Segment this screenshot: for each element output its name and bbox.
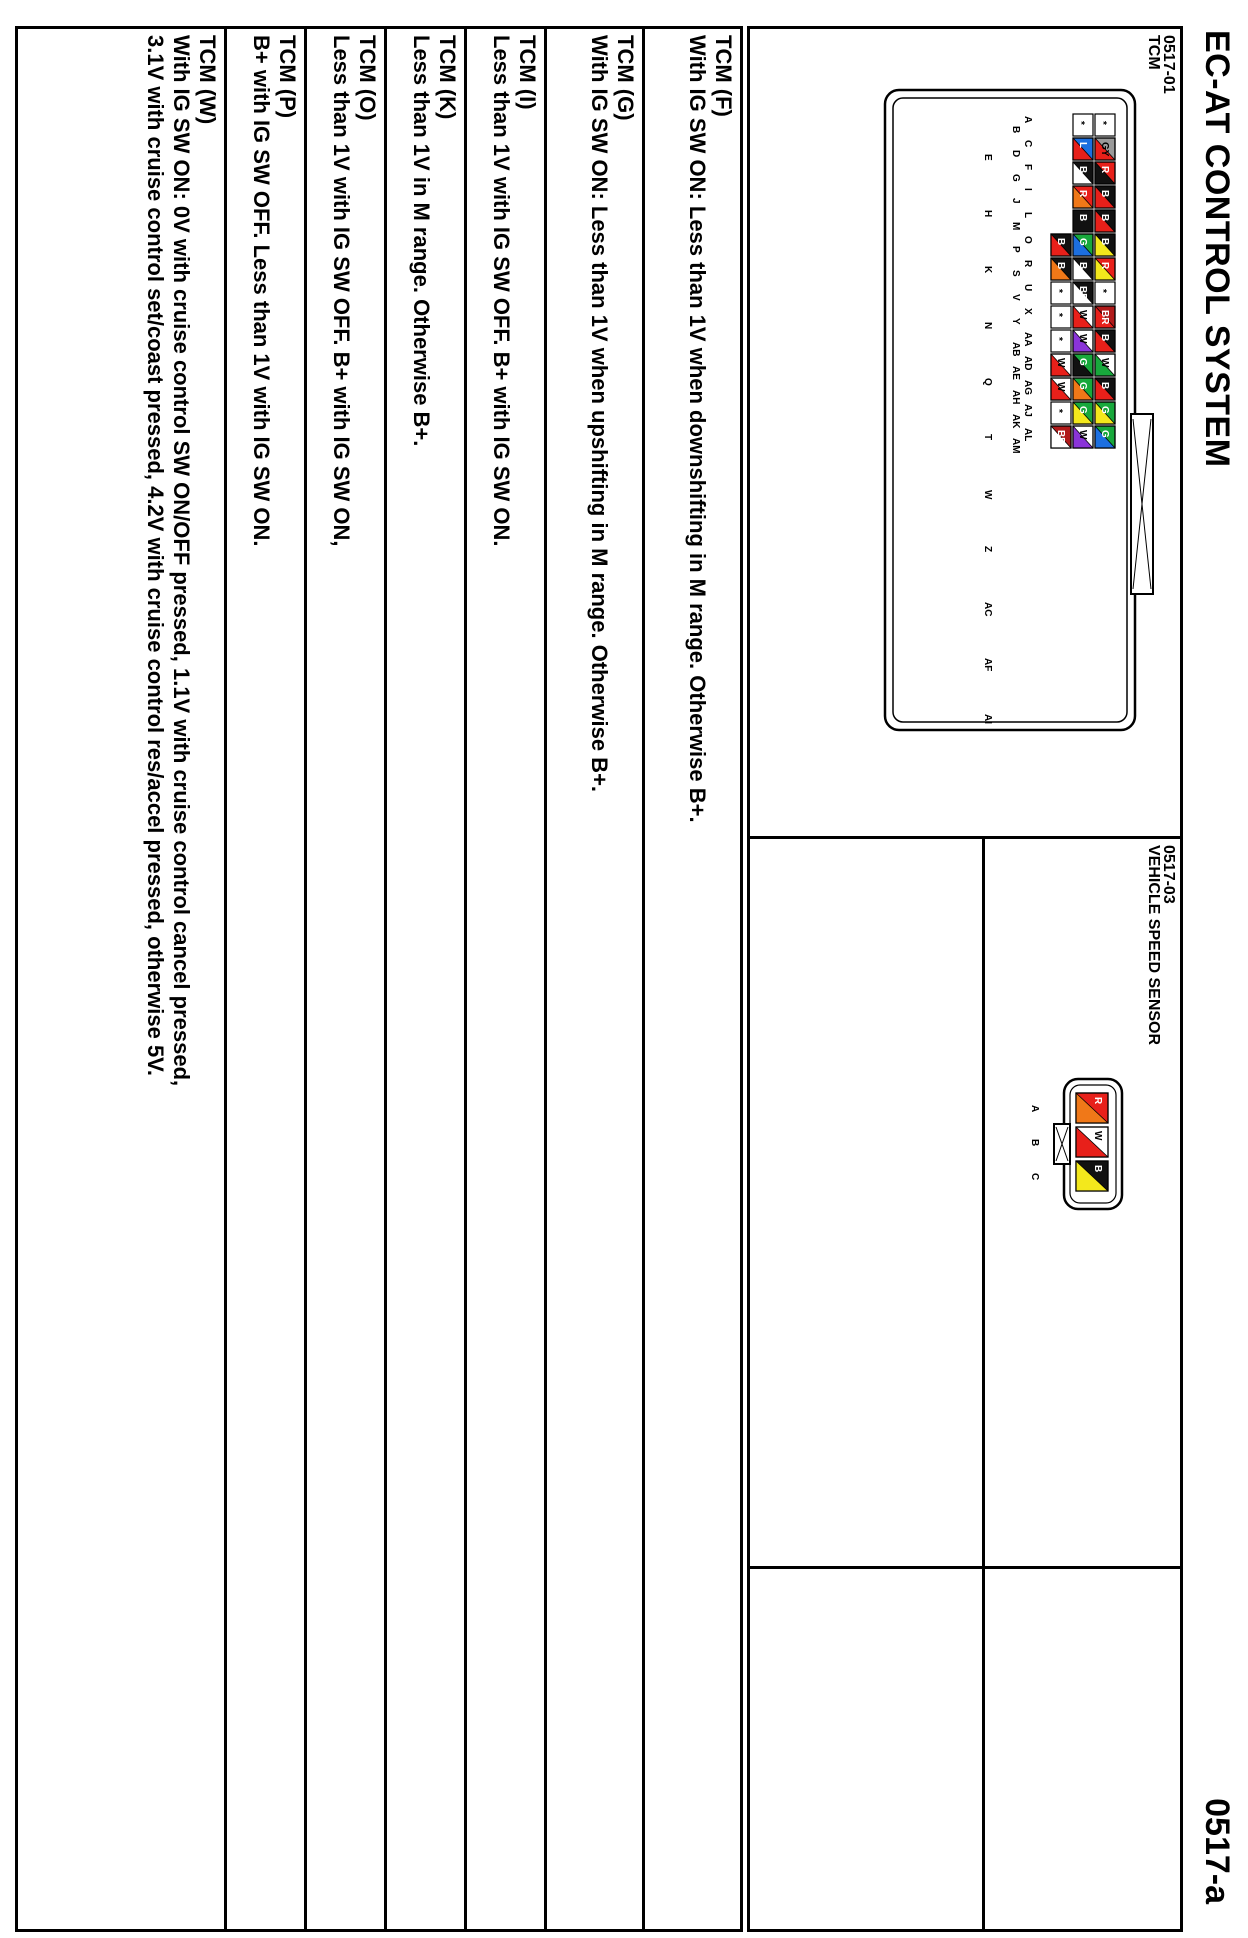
pin-cavity (1095, 138, 1115, 160)
wire-color-label: B (1077, 166, 1088, 174)
wire-color-label: B (1092, 1165, 1103, 1173)
row-text: With IG SW ON: Less than 1V when upshifting in M range. Otherwise B+. (587, 35, 612, 793)
pin-cavity (1095, 354, 1115, 376)
description-row (224, 29, 304, 1929)
pin-number-label: V (1010, 294, 1021, 301)
wire-color-label: R (1077, 190, 1088, 198)
description-row (18, 29, 224, 1929)
tcm-connector-diagram (855, 84, 1155, 784)
pin-cavity (1073, 234, 1093, 256)
wire-color-label: B (1077, 214, 1088, 222)
pin-number-label: S (1010, 270, 1021, 277)
pin-cavity (1095, 162, 1115, 184)
pin-cavity (1073, 426, 1093, 448)
pin-number-label: AL (1022, 428, 1033, 442)
pin-number-label: R (1022, 260, 1033, 268)
pin-description-table (15, 26, 743, 1932)
vss-connector-name: VEHICLE SPEED SENSOR (1145, 845, 1162, 1046)
empty-cell (750, 1569, 982, 1929)
pin-number-label: D (1010, 150, 1021, 158)
description-row (304, 29, 384, 1929)
cavity-fill (1095, 114, 1115, 136)
cavity-fill (1095, 282, 1115, 304)
pin-number-label: A (1022, 116, 1033, 124)
cavity-fill (1073, 114, 1093, 136)
wire-color-label: * (1075, 121, 1086, 125)
wire-color-label: R (1092, 1097, 1103, 1105)
pin-cavity (1051, 378, 1071, 400)
pin-number-label: K (982, 266, 993, 274)
wire-color-label: BR (1077, 286, 1088, 301)
page-number: 0517-a (1198, 1798, 1236, 1904)
pin-number-label: AA (1022, 332, 1033, 347)
wire-color-label: R (1099, 262, 1110, 270)
pin-number-label: I (1022, 188, 1033, 191)
wire-color-label: W (1077, 310, 1088, 320)
pin-cavity (1095, 330, 1115, 352)
row-title: TCM (O) (355, 35, 380, 121)
row-title: TCM (F) (711, 35, 736, 117)
pin-number-label: W (982, 490, 993, 500)
wire-color-label: B (1099, 334, 1110, 342)
description-row (642, 29, 740, 1929)
wire-color-label: BR (1099, 310, 1110, 325)
pin-number-label: AC (982, 602, 993, 617)
pin-number-label: M (1010, 222, 1021, 231)
pin-cavity (1073, 330, 1093, 352)
wire-color-label: G (1077, 382, 1088, 390)
description-row (384, 29, 464, 1929)
vss-connector-cell (982, 839, 1180, 1569)
pin-number-label: AG (1022, 380, 1033, 395)
wire-color-label: W (1055, 382, 1066, 392)
pin-cavity (1073, 258, 1093, 280)
pin-cavity (1051, 234, 1071, 256)
pin-cavity (1076, 1093, 1108, 1123)
pin-number-label: AE (1010, 366, 1021, 380)
wire-color-label: * (1053, 409, 1064, 413)
pin-cavity (1051, 282, 1071, 304)
wire-color-label: B (1099, 238, 1110, 246)
pin-number-label: P (1010, 246, 1021, 253)
description-row (544, 29, 642, 1929)
row-title: TCM (I) (515, 35, 540, 110)
pin-cavity (1073, 186, 1093, 208)
pin-number-label: AJ (1022, 404, 1033, 417)
pin-number-label: E (982, 154, 993, 161)
pin-cavity (1095, 114, 1115, 136)
pin-number-label: AM (1010, 438, 1021, 454)
row-text: B+ with IG SW OFF. Less than 1V with IG SW ON. (249, 35, 274, 547)
pin-number-label: C (1029, 1173, 1040, 1181)
vss-connector-diagram (990, 1069, 1130, 1239)
wire-color-label: W (1055, 358, 1066, 368)
pin-cavity (1076, 1161, 1108, 1191)
wire-color-label: G (1077, 406, 1088, 414)
pin-cavity (1073, 114, 1093, 136)
connector-panel (747, 26, 1183, 1932)
wire-color-label: G (1099, 430, 1110, 438)
wire-color-label: B (1099, 190, 1110, 198)
pin-number-label: Z (982, 546, 993, 553)
cavity-fill (1051, 402, 1071, 424)
cavity-fill (1051, 282, 1071, 304)
wire-color-label: B (1099, 214, 1110, 222)
wire-color-label: G (1077, 238, 1088, 246)
pin-number-label: Q (982, 378, 993, 386)
pin-number-label: G (1010, 174, 1021, 182)
pin-number-label: N (982, 322, 993, 330)
pin-cavity (1073, 354, 1093, 376)
pin-cavity (1073, 138, 1093, 160)
pin-number-label: AH (1010, 390, 1021, 405)
pin-number-label: AD (1022, 356, 1033, 371)
wire-color-label: * (1053, 337, 1064, 341)
pin-cavity (1095, 258, 1115, 280)
pin-cavity (1095, 210, 1115, 232)
row-text: Less than 1V with IG SW OFF. B+ with IG SW ON, (329, 35, 354, 547)
row-title: TCM (W) (195, 35, 220, 125)
pin-cavity (1073, 306, 1093, 328)
wire-color-label: B (1055, 262, 1066, 270)
pin-number-label: B (1010, 126, 1021, 134)
pin-number-label: AF (982, 658, 993, 672)
pin-number-label: Y (1010, 318, 1021, 325)
row-title: TCM (G) (613, 35, 638, 121)
pin-number-label: AK (1010, 414, 1021, 429)
pin-cavity (1095, 234, 1115, 256)
wire-color-label: BR (1055, 430, 1066, 445)
wire-color-label: B (1099, 382, 1110, 390)
row-text: 3.1V with cruise control set/coast pressed, 4.2V with cruise control res/accel pressed, otherwise 5V. (143, 35, 168, 1076)
pin-number-label: C (1022, 140, 1033, 148)
wire-color-label: W (1077, 334, 1088, 344)
pin-number-label: U (1022, 284, 1033, 292)
pin-number-label: H (982, 210, 993, 218)
pin-cavity (1095, 186, 1115, 208)
pin-cavity (1073, 282, 1093, 304)
row-text: Less than 1V with IG SW OFF. B+ with IG SW ON. (489, 35, 514, 547)
pin-cavity (1051, 426, 1071, 448)
vss-connector-code: 0517-03 (1160, 845, 1177, 904)
pin-number-label: L (1022, 212, 1033, 219)
pin-cavity (1095, 282, 1115, 304)
wire-color-label: * (1097, 121, 1108, 125)
row-text: Less than 1V in M range. Otherwise B+. (409, 35, 434, 447)
pin-cavity (1073, 210, 1093, 232)
pin-cavity (1051, 402, 1071, 424)
pin-cavity (1051, 330, 1071, 352)
pin-number-label: O (1022, 236, 1033, 244)
wire-color-label: B (1077, 262, 1088, 270)
wire-color-label: * (1053, 313, 1064, 317)
wire-color-label: W (1092, 1131, 1103, 1141)
wire-color-label: W (1077, 430, 1088, 440)
pin-number-label: F (1022, 164, 1033, 171)
tcm-connector-cell (750, 29, 1180, 839)
wire-color-label: G (1077, 358, 1088, 366)
pin-number-label: X (1022, 308, 1033, 315)
wire-color-label: GY (1099, 142, 1110, 157)
pin-number-label: T (982, 434, 993, 441)
row-title: TCM (P) (275, 35, 300, 119)
wire-color-label: W (1099, 358, 1110, 368)
wire-color-label: R (1099, 166, 1110, 174)
pin-number-label: AB (1010, 342, 1021, 357)
empty-cell (750, 839, 982, 1569)
pin-cavity (1076, 1127, 1108, 1157)
pin-cavity (1095, 378, 1115, 400)
pin-number-label: A (1029, 1105, 1040, 1113)
wire-color-label: B (1055, 238, 1066, 246)
page-title: EC-AT CONTROL SYSTEM (1198, 30, 1236, 468)
pin-cavity (1051, 354, 1071, 376)
pin-cavity (1095, 426, 1115, 448)
pin-cavity (1051, 306, 1071, 328)
wire-color-label: * (1053, 289, 1064, 293)
empty-cell (982, 1569, 1180, 1929)
pin-number-label: AI (982, 714, 993, 724)
pin-number-label: B (1029, 1139, 1040, 1147)
pin-cavity (1095, 306, 1115, 328)
pin-number-label: J (1010, 198, 1021, 204)
pin-cavity (1073, 162, 1093, 184)
tcm-connector-code: 0517-01 (1160, 35, 1177, 94)
wire-color-label: G (1099, 406, 1110, 414)
description-row (464, 29, 544, 1929)
cavity-fill (1051, 330, 1071, 352)
row-text: With IG SW ON: Less than 1V when downshifting in M range. Otherwise B+. (685, 35, 710, 823)
cavity-fill (1051, 306, 1071, 328)
pin-cavity (1051, 258, 1071, 280)
tcm-connector-name: TCM (1145, 35, 1162, 70)
pin-cavity (1073, 378, 1093, 400)
pin-cavity (1095, 402, 1115, 424)
pin-cavity (1073, 402, 1093, 424)
wire-color-label: * (1097, 289, 1108, 293)
row-title: TCM (K) (435, 35, 460, 120)
row-text: With IG SW ON: 0V with cruise control SW ON/OFF pressed, 1.1V with cruise control cancel pressed, (169, 35, 194, 1087)
wire-color-label: L (1077, 142, 1088, 149)
